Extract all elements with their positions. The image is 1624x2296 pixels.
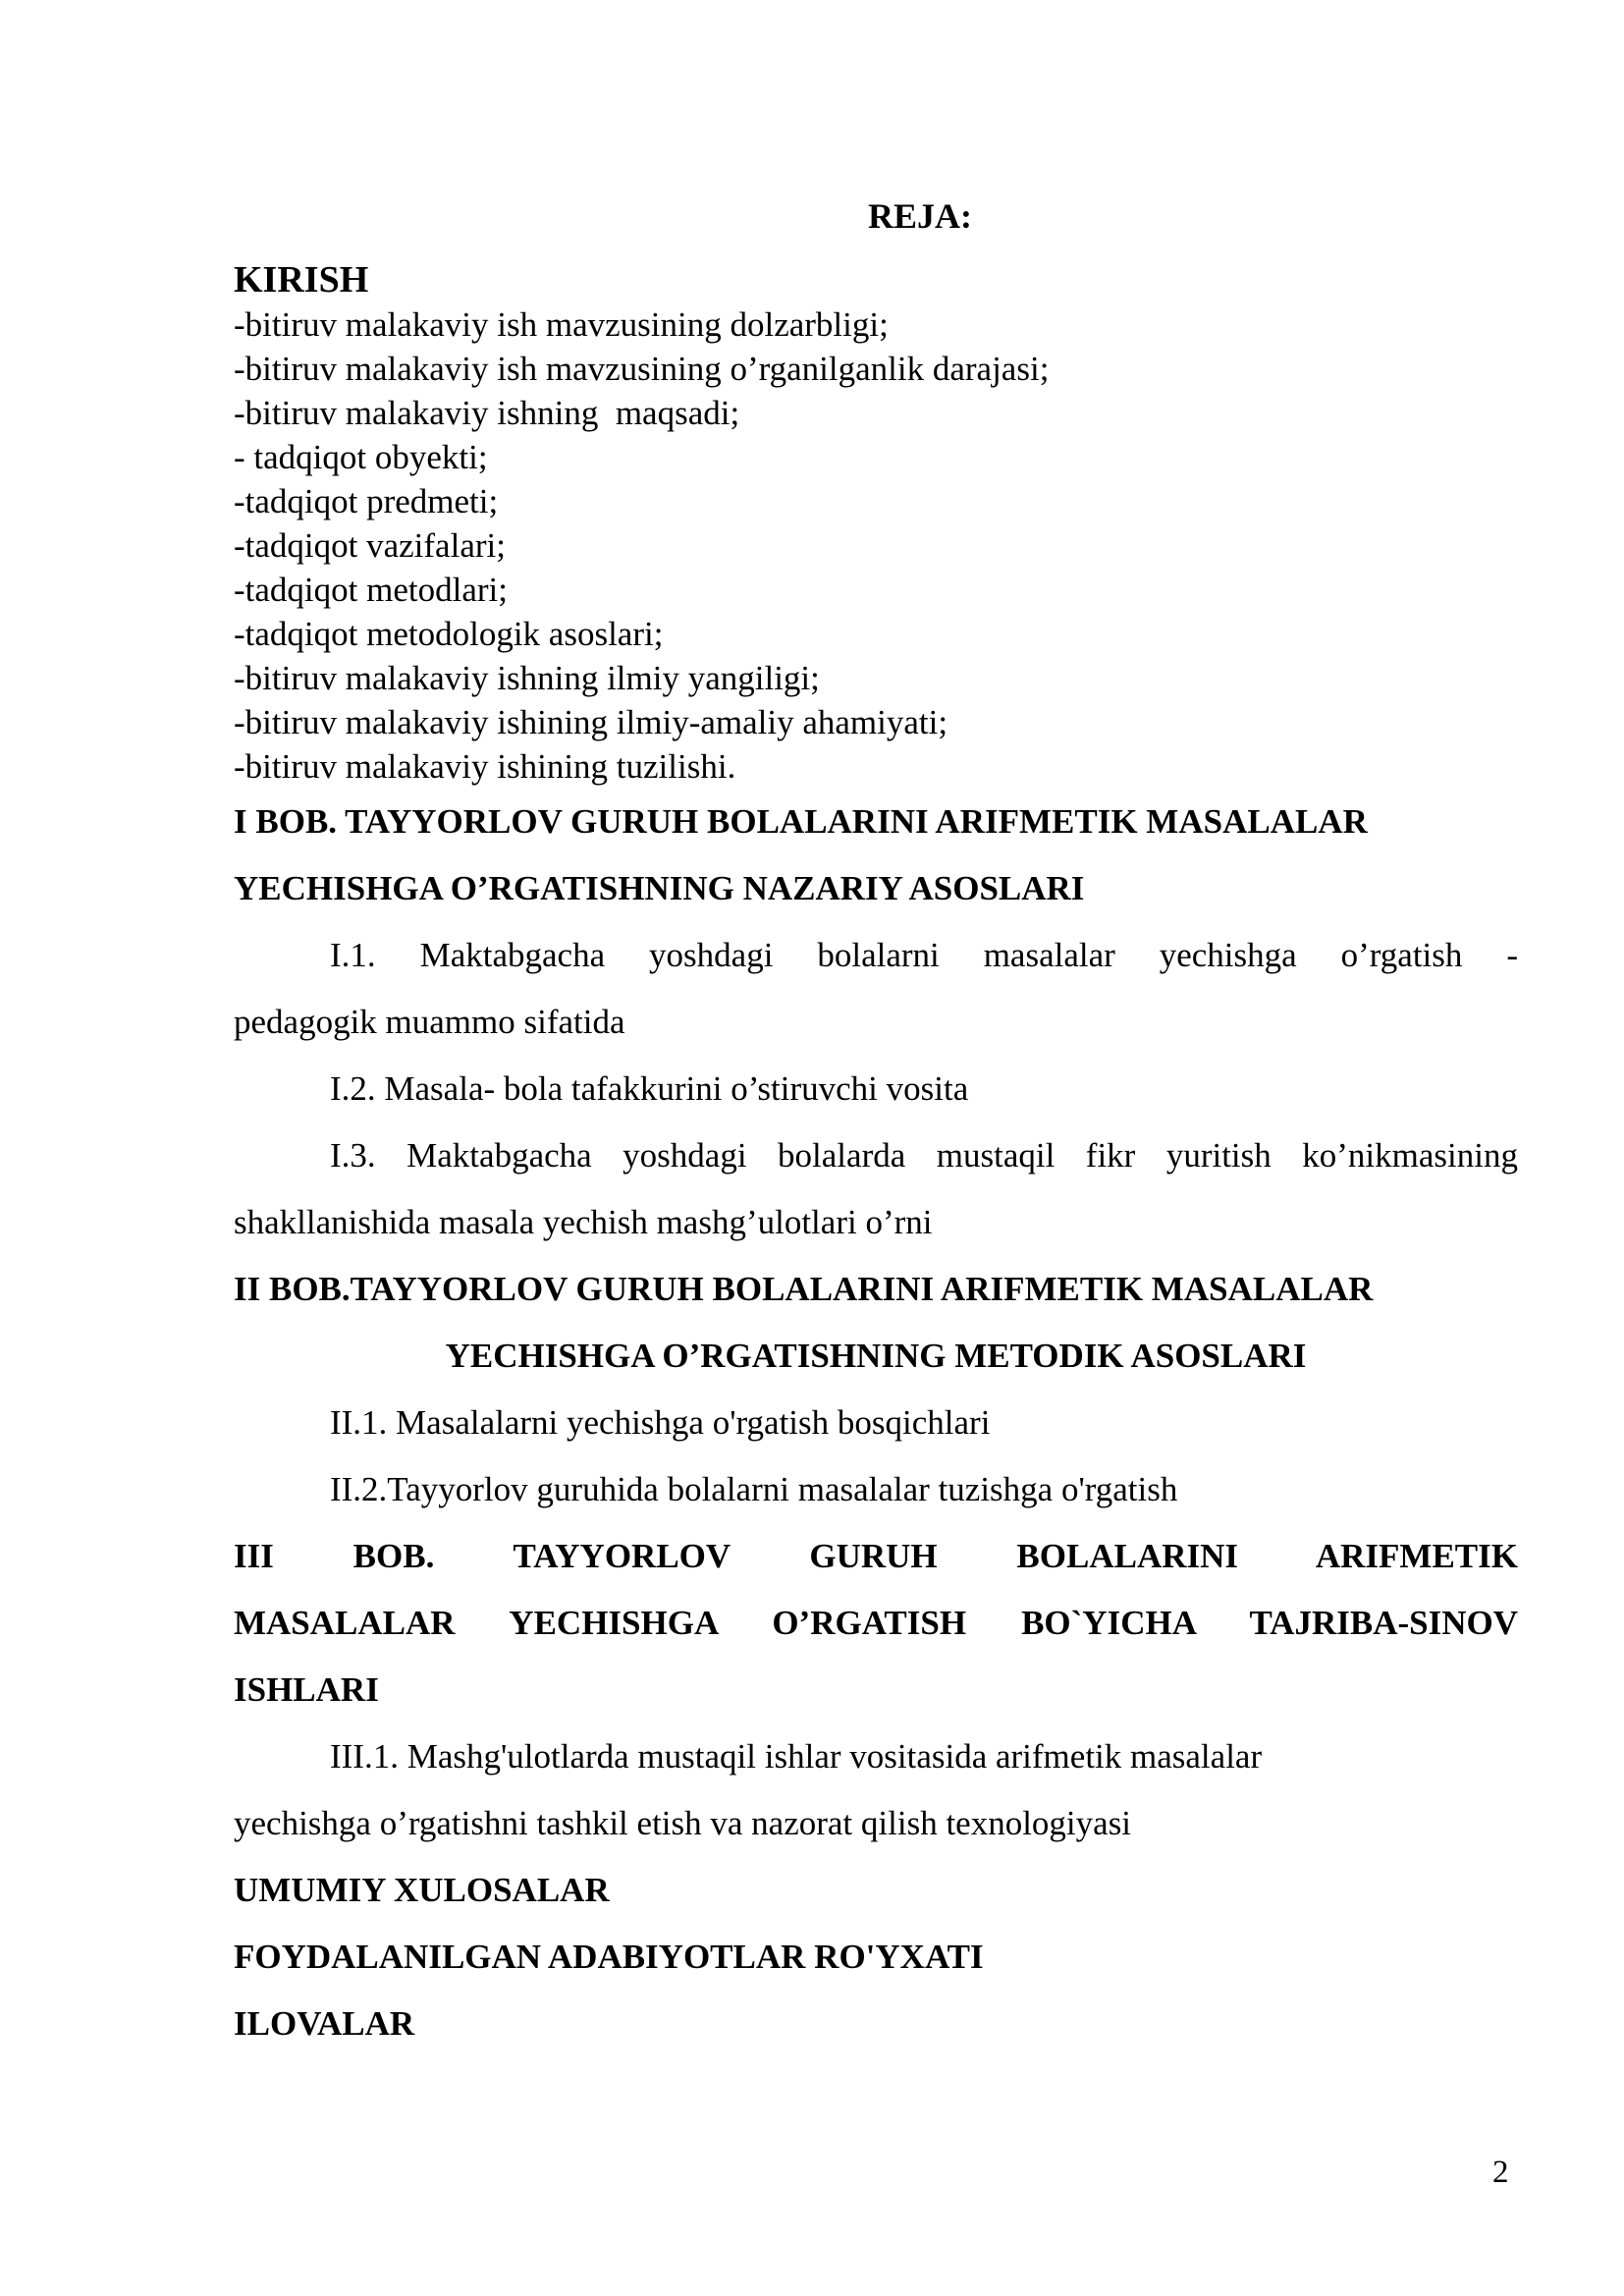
conclusion-heading: UMUMIY XULOSALAR	[234, 1871, 610, 1909]
section-3-1-line-1: III.1. Mashg'ulotlarda mustaqil ishlar vositasida arifmetik masalalar	[330, 1737, 1263, 1776]
references-heading: FOYDALANILGAN ADABIYOTLAR RO'YXATI	[234, 1938, 984, 1976]
section-3-1-line-2: yechishga o’rgatishni tashkil etish va nazorat qilish texnologiyasi	[234, 1804, 1132, 1842]
kirish-item-4: - tadqiqot obyekti;	[234, 438, 488, 476]
chapter-2-heading-line-1: II BOB.TAYYORLOV GURUH BOLALARINI ARIFMETIK MASALALAR	[234, 1270, 1374, 1308]
kirish-item-8: -tadqiqot metodologik asoslari;	[234, 615, 664, 653]
kirish-item-7: -tadqiqot metodlari;	[234, 571, 508, 609]
section-1-3	[234, 1122, 1518, 1256]
chapter-3-heading-line-3: ISHLARI	[234, 1670, 379, 1709]
kirish-item-11: -bitiruv malakaviy ishining tuzilishi.	[234, 747, 736, 786]
section-3-1	[234, 1723, 1518, 1857]
section-1-1	[234, 922, 1518, 1056]
section-1-1-line-2: pedagogik muammo sifatida	[234, 1003, 625, 1041]
page-title: REJA:	[868, 196, 972, 236]
chapter-1-heading-line-1: I BOB. TAYYORLOV GURUH BOLALARINI ARIFMETIK MASALALAR	[234, 802, 1368, 841]
kirish-item-9: -bitiruv malakaviy ishning ilmiy yangiligi;	[234, 659, 820, 697]
kirish-item-2: -bitiruv malakaviy ish mavzusining o’rganilganlik darajasi;	[234, 350, 1050, 388]
kirish-item-3: -bitiruv malakaviy ishning maqsadi;	[234, 394, 740, 432]
page-number: 2	[1492, 2155, 1509, 2190]
chapter-3-heading-line-2: MASALALAR YECHISHGA O’RGATISH BO`YICHA TAJRIBA-SINOV	[234, 1604, 1518, 1642]
kirish-heading: KIRISH	[234, 259, 369, 301]
chapter-1-heading-line-2: YECHISHGA O’RGATISHNING NAZARIY ASOSLARI	[234, 869, 1085, 907]
chapter-2-heading-line-2: YECHISHGA O’RGATISHNING METODIK ASOSLARI	[445, 1337, 1307, 1375]
kirish-item-10: -bitiruv malakaviy ishining ilmiy-amaliy ahamiyati;	[234, 703, 948, 741]
section-1-1-line-1: I.1. Maktabgacha yoshdagi bolalarni masalalar yechishga o’rgatish -	[330, 936, 1518, 974]
kirish-item-6: -tadqiqot vazifalari;	[234, 526, 506, 565]
section-2-1: II.1. Masalalarni yechishga o'rgatish bosqichlari	[330, 1403, 991, 1442]
chapter-3-heading-line-1: III BOB. TAYYORLOV GURUH BOLALARINI ARIFMETIK	[234, 1537, 1518, 1575]
document-page	[234, 192, 1518, 2057]
appendices-heading: ILOVALAR	[234, 2004, 415, 2043]
section-1-2: I.2. Masala- bola tafakkurini o’stiruvchi vosita	[330, 1069, 969, 1108]
section-2-2: II.2.Tayyorlov guruhida bolalarni masalalar tuzishga o'rgatish	[330, 1470, 1178, 1508]
section-1-3-line-2: shakllanishida masala yechish mashg’ulotlari o’rni	[234, 1203, 933, 1241]
section-1-3-line-1: I.3. Maktabgacha yoshdagi bolalarda mustaqil fikr yuritish ko’nikmasining	[330, 1136, 1518, 1175]
kirish-item-1: -bitiruv malakaviy ish mavzusining dolzarbligi;	[234, 305, 889, 344]
kirish-item-5: -tadqiqot predmeti;	[234, 482, 499, 520]
